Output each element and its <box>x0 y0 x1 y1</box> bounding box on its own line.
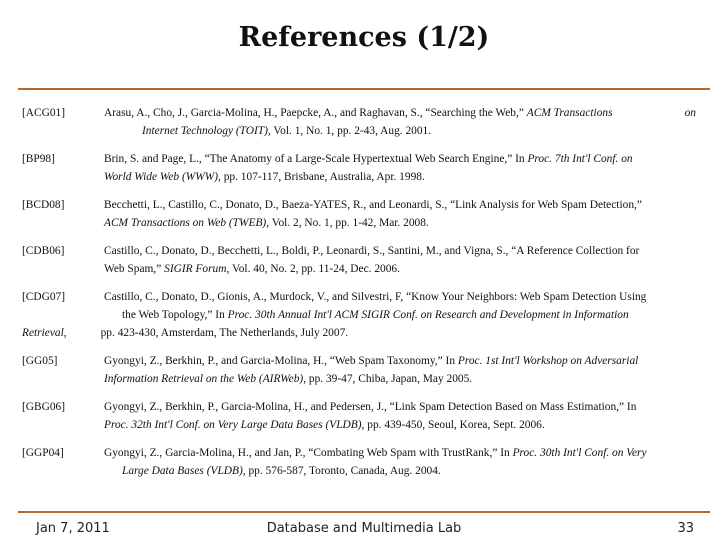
reference-venue-word: on <box>684 107 696 119</box>
reference-line: Castillo, C., Donato, D., Becchetti, L., Boldi, P., Leonardi, S., Santini, M., and Vigna, S., “A Reference Collection for <box>104 245 640 257</box>
page-number: 33 <box>677 521 694 536</box>
reference-line: Gyongyi, Z., Berkhin, P., Garcia-Molina, H., and Pedersen, J., “Link Spam Detection Based on Mass Estimation,” In <box>104 401 637 413</box>
reference-line: Brin, S. and Page, L., “The Anatomy of a Large-Scale Hypertextual Web Search Engine,” In Proc. 7th Int'l Conf. on <box>104 153 633 165</box>
reference-line: ACM Transactions on Web (TWEB), Vol. 2, No. 1, pp. 1-42, Mar. 2008. <box>104 217 429 229</box>
reference-key: [ACG01] <box>22 107 66 119</box>
slide-title: References (1/2) <box>238 22 490 53</box>
reference-line: Arasu, A., Cho, J., Garcia-Molina, H., Paepcke, A., and Raghavan, S., “Searching the Web,” ACM Transactions <box>104 107 613 119</box>
reference-item-bcd08 <box>22 196 696 232</box>
reference-key: [GGP04] <box>22 447 64 459</box>
reference-line: Information Retrieval on the Web (AIRWeb), pp. 39-47, Chiba, Japan, May 2005. <box>104 373 473 385</box>
reference-key: [BP98] <box>22 153 55 165</box>
reference-line: Castillo, C., Donato, D., Gionis, A., Murdock, V., and Silvestri, F, “Know Your Neighbors: Web Spam Detection Using <box>104 291 647 303</box>
reference-line: Becchetti, L., Castillo, C., Donato, D., Baeza-YATES, R., and Leonardi, S., “Link Analysis for Web Spam Detection,” <box>104 199 642 211</box>
reference-list <box>22 104 696 490</box>
footer-date: Jan 7, 2011 <box>36 521 110 536</box>
reference-item-bp98 <box>22 150 696 186</box>
reference-item-ggp04 <box>22 444 696 480</box>
reference-line: Large Data Bases (VLDB), pp. 576-587, Toronto, Canada, Aug. 2004. <box>122 465 441 477</box>
reference-item-gbg06 <box>22 398 696 434</box>
reference-line: Web Spam,” SIGIR Forum, Vol. 40, No. 2, pp. 11-24, Dec. 2006. <box>104 263 400 275</box>
reference-item-cdg07 <box>22 288 696 342</box>
reference-item-gg05 <box>22 352 696 388</box>
reference-line: Gyongyi, Z., Garcia-Molina, H., and Jan, P., “Combating Web Spam with TrustRank,” In Proc. 30th Int'l Conf. on Very <box>104 447 647 459</box>
reference-line: Proc. 32th Int'l Conf. on Very Large Data Bases (VLDB), pp. 439-450, Seoul, Korea, Sept. 2006. <box>104 419 545 431</box>
reference-line: World Wide Web (WWW), pp. 107-117, Brisbane, Australia, Apr. 1998. <box>104 171 425 183</box>
reference-line: Internet Technology (TOIT), Vol. 1, No. 1, pp. 2-43, Aug. 2001. <box>142 125 432 137</box>
reference-key: [CDG07] <box>22 291 66 303</box>
reference-key: [GG05] <box>22 355 58 367</box>
reference-key: [GBG06] <box>22 401 66 413</box>
reference-line: the Web Topology,” In Proc. 30th Annual Int'l ACM SIGIR Conf. on Research and Development in Information <box>122 309 629 321</box>
reference-item-cdb06 <box>22 242 696 278</box>
title-divider <box>18 88 710 90</box>
reference-item-acg01 <box>22 104 696 140</box>
reference-key: [CDB06] <box>22 245 65 257</box>
reference-line: Retrieval, pp. 423-430, Amsterdam, The Netherlands, July 2007. <box>22 327 349 339</box>
reference-key: [BCD08] <box>22 199 65 211</box>
footer-lab-name: Database and Multimedia Lab <box>266 521 462 536</box>
footer-divider <box>18 511 710 513</box>
reference-line: Gyongyi, Z., Berkhin, P., and Garcia-Molina, H., “Web Spam Taxonomy,” In Proc. 1st Int'l Workshop on Adversarial <box>104 355 639 367</box>
